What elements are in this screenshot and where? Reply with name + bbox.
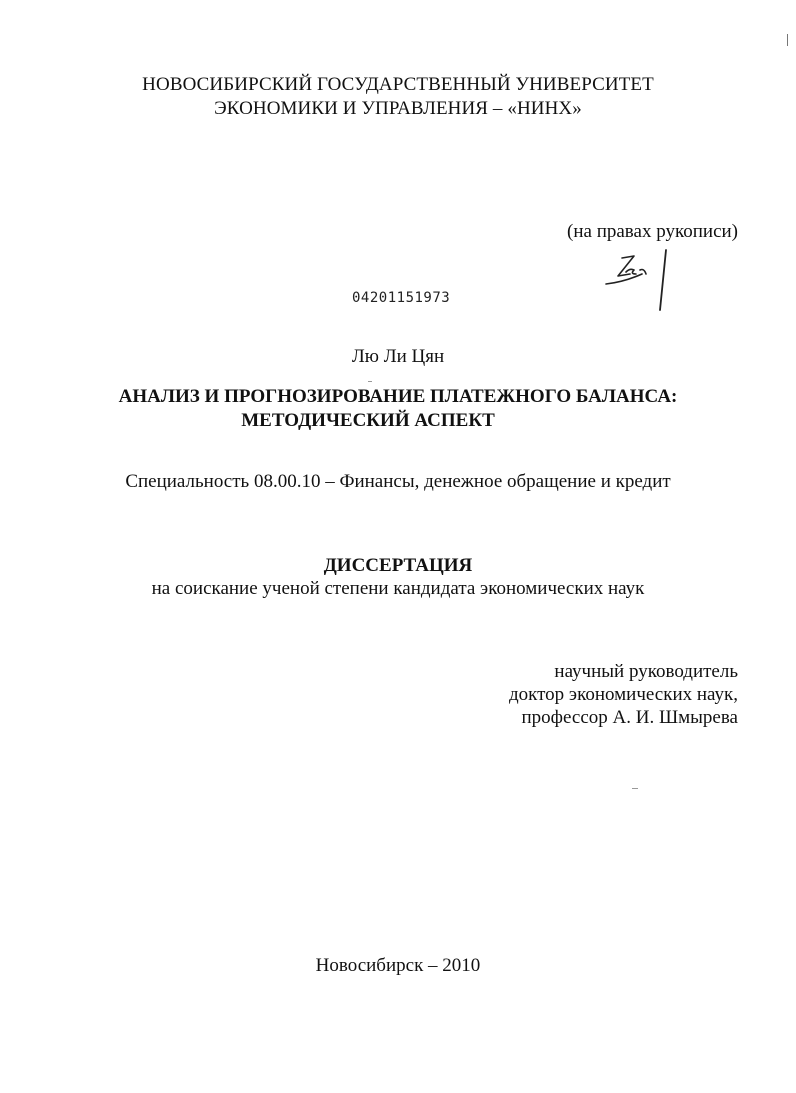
handwritten-signature <box>600 244 680 314</box>
title-line-1: АНАЛИЗ И ПРОГНОЗИРОВАНИЕ ПЛАТЕЖНОГО БАЛАНСА: <box>118 386 678 407</box>
university-line-1: НОВОСИБИРСКИЙ ГОСУДАРСТВЕННЫЙ УНИВЕРСИТЕТ <box>142 74 654 95</box>
advisor-line-2: доктор экономических наук, <box>508 684 738 705</box>
advisor-line-3: профессор А. И. Шмырева <box>521 707 738 728</box>
document-number: 04201151973 <box>352 290 451 306</box>
author-name: Лю Ли Цян <box>351 346 445 367</box>
dissertation-subtitle: на соискание ученой степени кандидата экономических наук <box>151 578 645 599</box>
advisor-line-1: научный руководитель <box>554 661 738 682</box>
rights-note: (на правах рукописи) <box>567 221 738 242</box>
scan-mark <box>787 34 788 46</box>
dissertation-title <box>0 385 796 433</box>
university-line-2: ЭКОНОМИКИ И УПРАВЛЕНИЯ – «НИНХ» <box>214 98 582 119</box>
scan-speck <box>368 381 372 382</box>
scientific-advisor <box>509 660 738 729</box>
university-name <box>0 73 796 121</box>
city-year: Новосибирск – 2010 <box>315 955 481 976</box>
title-line-2: МЕТОДИЧЕСКИЙ АСПЕКТ <box>241 410 495 431</box>
scan-speck <box>632 788 638 789</box>
dissertation-heading: ДИССЕРТАЦИЯ <box>323 555 473 576</box>
specialty: Специальность 08.00.10 – Финансы, денежное обращение и кредит <box>125 471 671 492</box>
